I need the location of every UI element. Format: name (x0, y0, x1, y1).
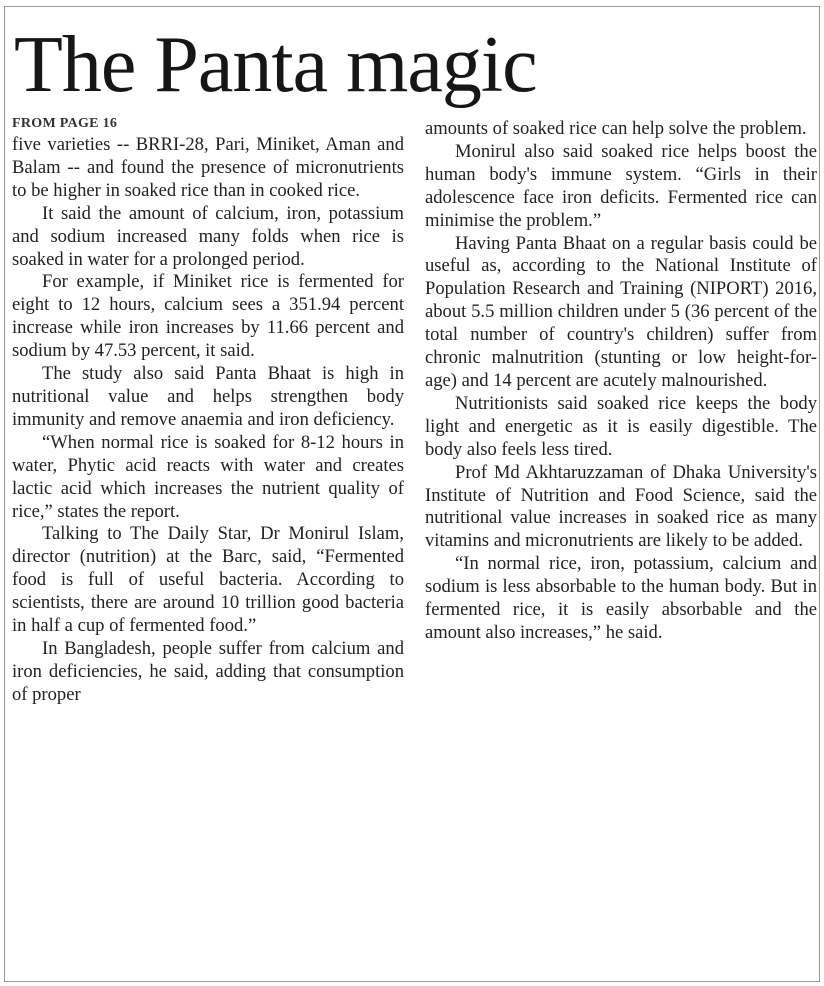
paragraph: amounts of soaked rice can help solve the problem. (425, 118, 807, 139)
paragraph: In Bangladesh, people suffer from calcium and iron deficiencies, he said, adding that consumption of proper (12, 637, 404, 705)
paragraph: Prof Md Akhtaruzzaman of Dhaka University's Institute of Nutrition and Food Science, said the nutritional value increases in soaked rice as many vitamins and micronutrients are likely to be added. (425, 461, 817, 552)
paragraph: Nutritionists said soaked rice keeps the body light and energetic as it is easily digestible. The body also feels less tired. (425, 392, 817, 460)
paragraph: For example, if Miniket rice is fermented for eight to 12 hours, calcium sees a 351.94 percent increase while iron increases by 11.66 percent and sodium by 47.53 percent, it said. (12, 271, 404, 362)
left-column (12, 114, 404, 707)
paragraph: five varieties -- BRRI-28, Pari, Miniket, Aman and Balam -- and found the presence of micronutrients to be higher in soaked rice than in cooked rice. (12, 134, 404, 201)
continued-from-kicker: FROM PAGE 16 (12, 116, 118, 131)
paragraph: It said the amount of calcium, iron, potassium and sodium increased many folds when rice is soaked in water for a prolonged period. (12, 202, 404, 270)
paragraph: Monirul also said soaked rice helps boost the human body's immune system. “Girls in their adolescence face iron deficits. Fermented rice can minimise the problem.” (425, 140, 817, 231)
paragraph: “When normal rice is soaked for 8-12 hours in water, Phytic acid reacts with water and creates lactic acid which increases the nutrient quality of rice,” states the report. (12, 431, 404, 522)
paragraph: “In normal rice, iron, potassium, calcium and sodium is less absorbable to the human body. But in fermented rice, it is easily absorbable and the amount also increases,” he said. (425, 553, 817, 643)
headline: The Panta magic (14, 21, 537, 109)
right-column (425, 118, 817, 645)
paragraph: The study also said Panta Bhaat is high in nutritional value and helps strengthen body immunity and remove anaemia and iron deficiency. (12, 363, 404, 430)
paragraph: Talking to The Daily Star, Dr Monirul Islam, director (nutrition) at the Barc, said, “Fermented food is full of useful bacteria. According to scientists, there are around 10 trillion good bacteria in half a cup of fermented food.” (12, 523, 404, 637)
paragraph: Having Panta Bhaat on a regular basis could be useful as, according to the National Institute of Population Research and Training (NIPORT) 2016, about 5.5 million children under 5 (36 percent of the total number of country's children) suffer from chronic malnutrition (stunting or low height-for-age) and 14 percent are acutely malnourished. (425, 232, 817, 391)
